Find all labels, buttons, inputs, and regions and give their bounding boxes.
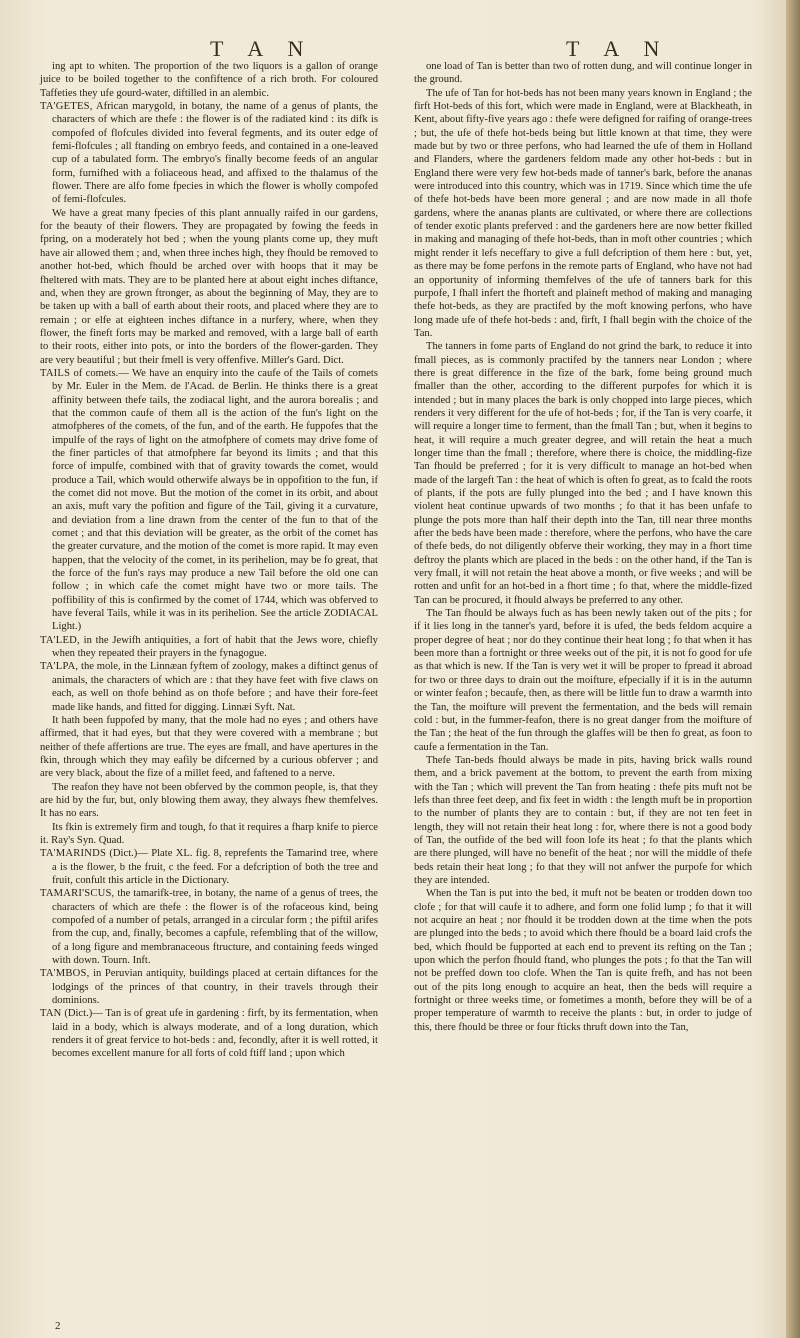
entry-text: When the Tan is put into the bed, it muft not be beaten or trodden down too clofe ; for that will caufe it to adhere, and form one folid lump ; fo that it will not acquire an heat ; nor fhould it be trodden down at the time when the pots are plunged into the beds ; to avoid which there fhould be a board laid crofs the bed, which fhould be fupported at each end to prevent its refting on the Tan ; upon which the perfon fhould ftand, who plunges the pots ; fo that the Tan will not be preffed down too clofe. When the Tan is quite frefh, and has not been out of the pits long enough to acquire an heat, then the beds will require a fortnight or three weeks time, or fometimes a month, before they will be of a proper temperature of warmth to receive the plants : but, in order to judge of this, there fhould be three or four fticks thruft down into the Tan, [414, 888, 752, 1033]
paragraph [414, 60, 752, 87]
entry-text: the mole, in the Linnæan fyftem of zoology, makes a diftinct genus of animals, the characters of which are : that they have feet with five claws on each, as well on thofe behind as on thofe before ; and have their fore-feet made like hands, and fitted for digging. Linnæi Syft. Nat. [52, 661, 378, 713]
dictionary-entry [40, 634, 378, 661]
dictionary-entry [40, 967, 378, 1007]
dictionary-entry [40, 847, 378, 887]
entry-headword: TAMARI'SCUS, [40, 888, 115, 900]
left-column [40, 60, 378, 1061]
entry-text: It hath been fuppofed by many, that the mole had no eyes ; and others have affirmed, that it had eyes, but that they were covered with a membrane ; but neither of thefe affertions are true. The eyes are fmall, and have apertures in the fkin, through which they may eafily be difcerned by a curious obferver ; and are very black, about the fize of a millet feed, and faftened to a nerve. [40, 714, 378, 780]
paragraph [414, 754, 752, 887]
page-edge [786, 0, 800, 1338]
entry-text: The reafon they have not been obferved by the common people, is, that they are hid by the fur, but, only blowing them away, they always fhew themfelves. It has no ears. [40, 781, 378, 820]
entry-text: in the Jewifh antiquities, a fort of habit that the Jews wore, chiefly when they repeated their prayers in the fynagogue. [52, 634, 378, 660]
entry-headword: TA'LED, [40, 634, 80, 646]
entry-text: in Peruvian antiquity, buildings placed at certain diftances for the lodgings of the princes of that country, in their travels through their dominions. [52, 968, 378, 1007]
entry-text: (Dict.)— Tan is of great ufe in gardening : firft, by its fermentation, when laid in a body, which is always moderate, and of a long duration, which renders it of great fervice to hot-beds : and, fecondly, after it is well rotted, it becomes excellent manure for all forts of cold ftiff land ; upon which [52, 1008, 378, 1060]
entry-text: (Dict.)— Plate XL. fig. 8, reprefents the Tamarind tree, where a is the flower, b the fruit, c the feed. For a defcription of both the tree and fruit, confult this article in the Dictionary. [52, 848, 378, 886]
paragraph [40, 60, 378, 100]
entry-text: African marygold, in botany, the name of a genus of plants, the characters of which are thefe : the flower is of the radiated kind : its difk is compofed of flofcules divided into feveral fegments, and its outer edge of femi-flofcules ; all ftanding on embryo feeds, and contained in a one-leaved cup of a tabulated form. The embryo's finally become feeds of an angular form, furnifhed with a foliaceous head, and affixed to the thalamus of the flower. There are alfo fome fpecies in which the flower is wholly compofed of femi-flofcules. [52, 101, 378, 206]
entry-text: The tanners in fome parts of England do not grind the bark, to reduce it into fmall pieces, as is commonly practifed by the tanners near London ; where there is great difference in the fize of the bark, fome being ground much fmaller than the other, according to the different purpofes for which it is intended ; but in many places the bark is only chopped into large pieces, which renders it very different for the ufe of hot-beds ; for, if the Tan is very coarfe, it will require a longer time to ferment, than the fmall Tan ; but, when it begins to heat, it will require a much greater degree, and will retain the heat a much longer time than the fmall ; therefore, where there is choice, the middling-fize Tan fhould be preferred ; for it is very difficult to manage an hot-bed when made of the largeft Tan : the heat of which is often fo great, as to fcald the roots of plants, if the pots are fully plunged into the bed ; and I have known this violent heat continue upwards of two months ; fo that it has been unfafe to plunge the pots more than half their depth into the Tan, till near three months after the beds have been made : therefore, where the perfons, who have the care of thefe beds, do not diligently obferve their working, they may in a fhort time deftroy the plants which are placed in the beds : on the other hand, if the Tan is very fmall, it will not retain the heat above a month, or five weeks ; and will be rotten and unfit for an hot-bed in a fhort time ; fo that, where the middle-fized Tan can be procured, it fhould always be preferred to any other. [414, 341, 752, 606]
dictionary-entry [40, 887, 378, 967]
running-header-left: T A N [210, 36, 314, 61]
entry-text: the tamarifk-tree, in botany, the name of a genus of trees, the characters of which are thefe : the flower is of the rofaceous kind, being compofed of a number of petals, arranged in a circular form ; the piftil arifes from the cup, and, finally, becomes a capfule, refembling that of the willow, of a long figure and membranaceous ftructure, and containing feeds winged with down. Tourn. Inft. [52, 888, 378, 967]
paragraph [414, 607, 752, 754]
entry-headword: TAILS [40, 367, 71, 379]
entry-text: The Tan fhould be always fuch as has been newly taken out of the pits ; for if it lies long in the tanner's yard, before it is ufed, the beds feldom acquire a proper degree of heat ; nor do they continue their heat long ; fo that when it has been more than a fortnight or three weeks out of the pit, it is not fo good for ufe as that which is new. If the Tan is very wet it will be proper to fpread it abroad for two or three days to drain out the moifture, efpecially if it is in the autumn or winter feafon ; becaufe, then, as there will be little fun to draw a warmth into the Tan, the moifture will prevent the fermentation, and the beds will remain cold : but, in the fummer-feafon, there is no great danger from the moifture of the Tan ; the heat of the fun through the glaffes will be then fo great, as foon to caufe a fermentation in the Tan. [414, 608, 752, 753]
paragraph [414, 87, 752, 341]
paragraph [40, 821, 378, 848]
entry-headword: TAN [40, 1008, 62, 1020]
paragraph [40, 781, 378, 821]
entry-text: one load of Tan is better than two of rotten dung, and will continue longer in the ground. [414, 61, 752, 86]
paragraph [414, 340, 752, 607]
dictionary-entry [40, 367, 378, 634]
paragraph [40, 714, 378, 781]
signature-mark: 2 [55, 1320, 61, 1332]
dictionary-entry [40, 100, 378, 207]
entry-text: The ufe of Tan for hot-beds has not been many years known in England ; the firft Hot-beds of this fort, which were made in England, were at Blackheath, in Kent, about fifty-five years ago : thefe were defigned for raifing of orange-trees ; but, the ufe of thefe hot-beds being but little known at that time, they were made but by two or three perfons, who had learned the ufe of them in Holland and Flanders, where the gardeners feldom made any other hot-beds : but in England there were very few hot-beds made of tanner's bark, before the ananas were introduced into this country, which was in 1719. Since which time the ufe of thefe hot-beds have been more general ; and are now made in all thofe gardens, where the ananas plants are cultivated, or where there are collections of tender exotic plants preferved : and the gardeners here are now better fkilled in making and managing of thefe hot-beds, than in moft other countries ; which might render it lefs neceffary to give a full defcription of them here : but, yet, as there may be fome perfons in the remote parts of England, who have not had an opportunity of informing themfelves of the ufe of tanners bark for this purpofe, I fhall infert the fhorteft and plaineft method of making and managing thefe hot-beds, as they are practifed by the moft knowing perfons, who have long made ufe of thefe hot-beds : and, firft, I fhall begin with the choice of the Tan. [414, 87, 752, 339]
dictionary-entry [40, 660, 378, 713]
entry-headword: TA'LPA, [40, 661, 79, 673]
entry-text: Thefe Tan-beds fhould always be made in pits, having brick walls round them, and a brick pavement at the bottom, to prevent the earth from mixing with the Tan ; which will prevent the Tan from heating : thefe pits muft not be lefs than three feet deep, and fix feet in width : the length muft be in proportion to the number of plants they are to contain : but, if they are not ten feet in length, they will not retain their heat long : for, where there is not a good body of Tan, the outfide of the bed will foon lofe its heat ; fo that the plants which are there plunged, will have no benefit of the heat ; nor will the middle of thefe beds retain their heat long ; fo that they will not anfwer the purpofe for which they are intended. [414, 754, 752, 886]
right-column [414, 60, 752, 1034]
entry-headword: TA'MARINDS [40, 848, 107, 860]
entry-text: ing apt to whiten. The proportion of the two liquors is a gallon of orange juice to be boiled together to the confiftence of a rich broth. For coloured Taffeties they ufe gourd-water, diftilled in an alembic. [40, 61, 378, 99]
dictionary-entry [40, 1007, 378, 1060]
running-header-right: T A N [566, 36, 670, 61]
entry-text: We have a great many fpecies of this plant annually raifed in our gardens, for the beauty of their flowers. They are propagated by fowing the feeds in fpring, on a moderately hot bed ; when the young plants come up, they muft have air allowed them ; and, when three inches high, they fhould be removed to another hot-bed, which fhould be arched over with hoops that it may be fheltered with mats. They are to be planted here at about eight inches diftance, and, when they are grown ftronger, as about the beginning of May, they are to be taken up with a ball of earth about their roots, and placed where they are to remain ; or elfe at eighteen inches diftance in a nurfery, where, when they flower, the fineft forts may be marked and removed, with a large ball of earth to their roots, either into pots, or into the borders of the flower-garden. They are very beautiful ; but their fmell is very offenfive. Miller's Gard. Dict. [40, 207, 378, 366]
entry-text: Its fkin is extremely firm and tough, fo that it requires a fharp knife to pierce it. Ray's Syn. Quad. [40, 821, 378, 846]
entry-headword: TA'MBOS, [40, 968, 90, 980]
paragraph [414, 887, 752, 1034]
entry-headword: TA'GETES, [40, 101, 93, 113]
entry-text: of comets.— We have an enquiry into the caufe of the Tails of comets by Mr. Euler in the Mem. de l'Acad. de Berlin. He thinks there is a great affinity between thefe tails, the zodiacal light, and the aurora borealis ; and that the common caufe of them all is the action of the fun's light on the atmofpheres of the comets, of the fun, and of the earth. He fuppofes that the impulfe of the rays of light on the atmofphere of comets may drive fome of the finer particles of that atmofphere far beyond its limits ; and that this force of impulfe, combined with that of gravity towards the comet, would produce a Tail, which would otherwife always be in oppofition to the fun, if the comet did not move. But the motion of the comet in its orbit, and about an axis, muft vary the pofition and figure of the Tail, giving it a curvature, and deviation from a line drawn from the center of the fun to that of the comet ; and that this deviation will be greater, as the orbit of the comet has the greater curvature, and the motion of the comet is more rapid. It may even happen, that the velocity of the comet, in its perihelion, may be fo great, that the force of the fun's rays may produce a new Tail before the old one can follow ; in which cafe the comet might have two or more tails. The poffibility of this is confirmed by the comet of 1744, which was obferved to have feveral Tails, while it was in its perihelion. See the article ZODIACAL Light.) [52, 367, 378, 633]
paragraph [40, 207, 378, 367]
